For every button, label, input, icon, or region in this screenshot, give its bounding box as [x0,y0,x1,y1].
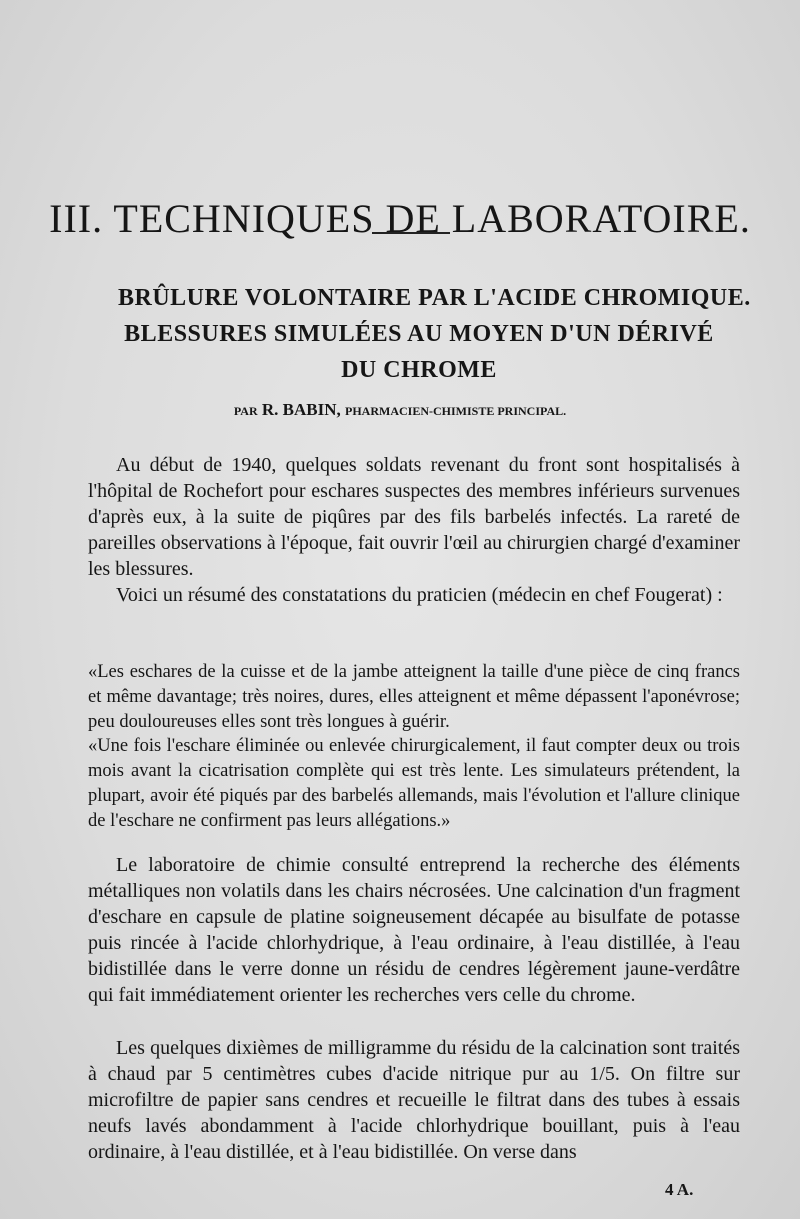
byline-author: R. BABIN, [261,400,341,419]
byline [0,400,800,420]
paragraph-1: Au début de 1940, quelques soldats revenant du front sont hospitalisés à l'hôpital de Rochefort pour eschares suspectes des membres inférieurs survenues d'après eux, à la suite de piqûres par des fils barbelés infectés. La rareté de pareilles observations à l'époque, fait ouvrir l'œil au chirurgien chargé d'examiner les blessures. [88,454,740,580]
analysis-section [88,1035,740,1165]
article-title-line-3: DU CHROME [341,357,497,383]
page-folio: 4 A. [665,1180,694,1199]
paragraph-2: Voici un résumé des constatations du praticien (médecin en chef Fougerat) : [116,584,723,606]
article-title [118,280,751,388]
article-title-line-2: BLESSURES SIMULÉES AU MOYEN D'UN DÉRIVÉ [124,321,714,347]
article-title-line-1: BRÛLURE VOLONTAIRE PAR L'ACIDE CHROMIQUE. [118,285,751,311]
intro-section [88,452,740,608]
paragraph-3: Le laboratoire de chimie consulté entreprend la recherche des éléments métalliques non volatils dans les chairs nécrosées. Une calcination d'un fragment d'eschare en capsule de platine soigneusement décapée au bisulfate de potasse puis rincée à l'acide chlorhydrique, à l'eau ordinaire, à l'eau distillée, à l'eau bidistillée dans le verre donne un résidu de cendres légèrement jaune-verdâtre qui fait immédiatement orienter les recherches vers celle du chrome. [88,854,740,1006]
lab-section [88,852,740,1008]
byline-author-title: PHARMACIEN-CHIMISTE PRINCIPAL. [345,404,567,418]
quote-paragraph-1: «Les eschares de la cuisse et de la jambe atteignent la taille d'une pièce de cinq francs et même davantage; très noires, dures, elles atteignent et même dépassent l'aponévrose; peu douloureuses elles sont très longues à guérir. [88,662,740,732]
quote-paragraph-2: «Une fois l'eschare éliminée ou enlevée chirurgicalement, il faut compter deux ou trois mois avant la cicatrisation complète qui est très lente. Les simulateurs prétendent, la plupart, avoir été piqués par des barbelés allemands, mais l'évolution et l'allure clinique de l'eschare ne confirment pas leurs allégations.» [88,736,740,831]
quotation-block [88,660,740,834]
section-title: III. TECHNIQUES DE LABORATOIRE. [49,195,751,241]
title-rule-divider [372,232,450,234]
paragraph-4: Les quelques dixièmes de milligramme du résidu de la calcination sont traités à chaud par 5 centimètres cubes d'acide nitrique pur au 1/5. On filtre sur microfiltre de papier sans cendres et recueille le filtrat dans des tubes à essais neufs lavés abondamment à l'acide chlorhydrique bouillant, puis à l'eau ordinaire, à l'eau distillée, et à l'eau bidistillée. On verse dans [88,1037,740,1163]
byline-prefix: PAR [233,404,258,418]
